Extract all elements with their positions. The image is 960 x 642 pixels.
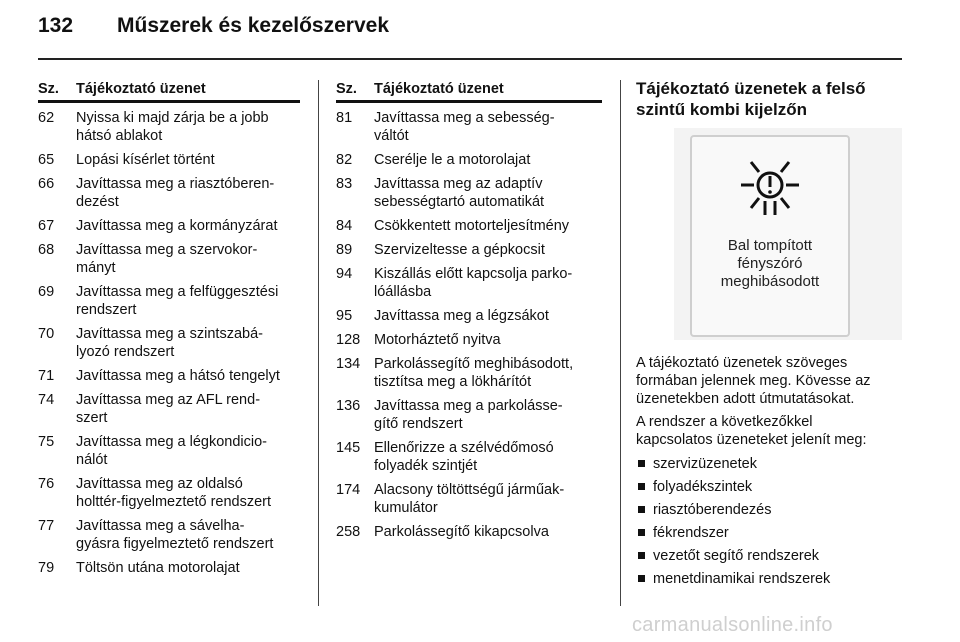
message-number: 94: [336, 266, 353, 282]
message-text: [374, 265, 602, 301]
message-line: Javíttassa meg a sebesség-: [374, 110, 555, 126]
table-row: [336, 397, 602, 433]
paragraph-line: kapcsolatos üzeneteket jelenít meg:: [636, 432, 867, 448]
message-line: folyadék szintjét: [374, 458, 478, 474]
table-row: [336, 265, 602, 301]
message-line: Motorháztető nyitva: [374, 332, 501, 348]
message-line: Javíttassa meg a felfüggesztési: [76, 284, 279, 300]
message-line: Javíttassa meg az adaptív: [374, 176, 543, 192]
message-text: [374, 439, 602, 475]
message-text: [374, 151, 602, 169]
message-text: [374, 241, 602, 259]
message-text: [374, 397, 602, 433]
table-row: [336, 355, 602, 391]
bullet-icon: [638, 529, 645, 536]
system-paragraph: [636, 413, 867, 449]
message-line: rendszert: [76, 302, 137, 318]
table-row: [38, 559, 300, 577]
message-number: 145: [336, 440, 361, 456]
message-line: gítő rendszert: [374, 416, 463, 432]
table-row: [38, 325, 300, 361]
column-header-message: Tájékoztató üzenet: [374, 81, 504, 97]
message-number: 77: [38, 518, 55, 534]
message-number: 95: [336, 308, 353, 324]
message-text: [374, 481, 602, 517]
message-line: sebességtartó automatikát: [374, 194, 545, 210]
heading-line: szintű kombi kijelzőn: [636, 100, 807, 119]
header-rule: [38, 58, 902, 60]
message-line: Cserélje le a motorolajat: [374, 152, 531, 168]
message-text: [374, 523, 602, 541]
display-line: Bal tompított: [727, 237, 813, 254]
table-row: [38, 475, 300, 511]
message-line: Javíttassa meg a riasztóberen-: [76, 176, 275, 192]
table-body: [38, 109, 300, 577]
list-item-text: fékrendszer: [653, 525, 729, 541]
message-text: [374, 217, 602, 235]
page-title: Műszerek és kezelőszervek: [117, 14, 390, 37]
message-number: 174: [336, 482, 361, 498]
message-text: [76, 241, 300, 277]
paragraph-line: üzenetekben adott útmutatásokat.: [636, 391, 855, 407]
message-line: Csökkentett motorteljesítmény: [374, 218, 570, 234]
bullet-icon: [638, 483, 645, 490]
message-line: tisztítsa meg a lökhárítót: [374, 374, 532, 390]
message-line: Javíttassa meg a hátsó tengelyt: [76, 368, 280, 384]
message-number: 70: [38, 326, 55, 342]
message-text: [76, 391, 300, 427]
page-number: 132: [38, 14, 74, 37]
message-number: 82: [336, 152, 353, 168]
table-row: [38, 151, 300, 169]
table-row: [38, 241, 300, 277]
message-line: lóállásba: [374, 284, 432, 300]
table-row: [336, 307, 602, 325]
table-row: [336, 481, 602, 517]
message-text: [76, 283, 300, 319]
table-header: [38, 81, 300, 103]
table-row: [38, 175, 300, 211]
message-number: 258: [336, 524, 361, 540]
message-line: kumulátor: [374, 500, 438, 516]
message-text: [374, 331, 602, 349]
column-header-message: Tájékoztató üzenet: [76, 81, 206, 97]
message-text: [76, 475, 300, 511]
message-text: [76, 151, 300, 169]
message-line: Javíttassa meg a kormányzárat: [76, 218, 278, 234]
table-row: [336, 241, 602, 259]
table-row: [336, 523, 602, 541]
paragraph-line: A tájékoztató üzenetek szöveges: [636, 355, 848, 371]
display-line: fényszóró: [737, 255, 803, 272]
table-header: [336, 81, 602, 103]
message-text: [76, 217, 300, 235]
message-text: [76, 367, 300, 385]
message-line: Javíttassa meg a légzsákot: [374, 308, 549, 324]
message-line: Ellenőrizze a szélvédőmosó: [374, 440, 554, 456]
intro-paragraph: [636, 354, 871, 408]
table-row: [38, 391, 300, 427]
message-number: 75: [38, 434, 55, 450]
message-text: [76, 433, 300, 469]
message-line: nálót: [76, 452, 108, 468]
bullet-icon: [638, 506, 645, 513]
message-number: 83: [336, 176, 353, 192]
heading-line: Tájékoztató üzenetek a felső: [636, 79, 866, 98]
message-line: dezést: [76, 194, 119, 210]
message-line: lyozó rendszert: [76, 344, 175, 360]
message-line: Töltsön utána motorolajat: [76, 560, 240, 576]
table-row: [38, 283, 300, 319]
message-text: [374, 175, 602, 211]
instrument-display: [690, 135, 850, 337]
section-heading: [636, 78, 866, 120]
message-line: Javíttassa meg az AFL rend-: [76, 392, 261, 408]
message-line: Nyissa ki majd zárja be a jobb: [76, 110, 269, 126]
paragraph-line: A rendszer a következőkkel: [636, 414, 813, 430]
list-item-text: folyadékszintek: [653, 479, 753, 495]
column-divider: [620, 80, 621, 606]
message-line: Lopási kísérlet történt: [76, 152, 215, 168]
message-number: 68: [38, 242, 55, 258]
message-line: szert: [76, 410, 108, 426]
message-number: 71: [38, 368, 55, 384]
table-row: [336, 151, 602, 169]
message-number: 76: [38, 476, 55, 492]
message-text: [76, 517, 300, 553]
message-number: 62: [38, 110, 55, 126]
message-line: Javíttassa meg a légkondicio-: [76, 434, 268, 450]
table-row: [336, 217, 602, 235]
message-line: Javíttassa meg a szintszabá-: [76, 326, 263, 342]
message-line: Kiszállás előtt kapcsolja parko-: [374, 266, 573, 282]
message-number: 89: [336, 242, 353, 258]
message-number: 79: [38, 560, 55, 576]
message-text: [374, 109, 602, 145]
message-number: 65: [38, 152, 55, 168]
message-line: gyásra figyelmeztető rendszert: [76, 536, 274, 552]
list-item-text: szervizüzenetek: [653, 456, 757, 472]
message-number: 67: [38, 218, 55, 234]
message-line: Parkolássegítő meghibásodott,: [374, 356, 574, 372]
message-table-left: [38, 81, 300, 577]
display-message: [692, 237, 848, 291]
message-number: 69: [38, 284, 55, 300]
table-row: [38, 517, 300, 553]
table-row: [38, 217, 300, 235]
list-item-text: vezetőt segítő rendszerek: [653, 548, 820, 564]
message-number: 66: [38, 176, 55, 192]
message-line: váltót: [374, 128, 409, 144]
message-line: Alacsony töltöttségű járműak-: [374, 482, 565, 498]
message-line: hátsó ablakot: [76, 128, 163, 144]
message-text: [76, 559, 300, 577]
watermark: carmanualsonline.info: [632, 614, 833, 636]
message-number: 81: [336, 110, 353, 126]
message-line: mányt: [76, 260, 116, 276]
message-number: 84: [336, 218, 353, 234]
message-line: Javíttassa meg a sávelha-: [76, 518, 245, 534]
message-text: [76, 325, 300, 361]
message-text: [374, 307, 602, 325]
light-bulb-fault-icon: [734, 157, 806, 217]
message-number: 74: [38, 392, 55, 408]
message-text: [76, 109, 300, 145]
list-item-text: riasztóberendezés: [653, 502, 772, 518]
column-header-number: Sz.: [38, 81, 59, 97]
display-line: meghibásodott: [720, 273, 820, 290]
message-line: Parkolássegítő kikapcsolva: [374, 524, 549, 540]
column-divider: [318, 80, 319, 606]
table-row: [38, 433, 300, 469]
table-row: [336, 109, 602, 145]
message-number: 136: [336, 398, 361, 414]
message-line: holttér-figyelmeztető rendszert: [76, 494, 272, 510]
table-row: [336, 175, 602, 211]
table-row: [38, 367, 300, 385]
message-text: [374, 355, 602, 391]
message-line: Javíttassa meg az oldalsó: [76, 476, 243, 492]
message-line: Javíttassa meg a parkolásse-: [374, 398, 563, 414]
bullet-icon: [638, 460, 645, 467]
paragraph-line: formában jelennek meg. Kövesse az: [636, 373, 871, 389]
column-header-number: Sz.: [336, 81, 357, 97]
table-body: [336, 109, 602, 541]
message-text: [76, 175, 300, 211]
message-number: 128: [336, 332, 361, 348]
bullet-icon: [638, 552, 645, 559]
message-table-right: [336, 81, 602, 541]
table-row: [336, 331, 602, 349]
bullet-icon: [638, 575, 645, 582]
table-row: [336, 439, 602, 475]
message-line: Javíttassa meg a szervokor-: [76, 242, 258, 258]
message-number: 134: [336, 356, 361, 372]
message-line: Szervizeltesse a gépkocsit: [374, 242, 545, 258]
table-row: [38, 109, 300, 145]
list-item-text: menetdinamikai rendszerek: [653, 571, 831, 587]
